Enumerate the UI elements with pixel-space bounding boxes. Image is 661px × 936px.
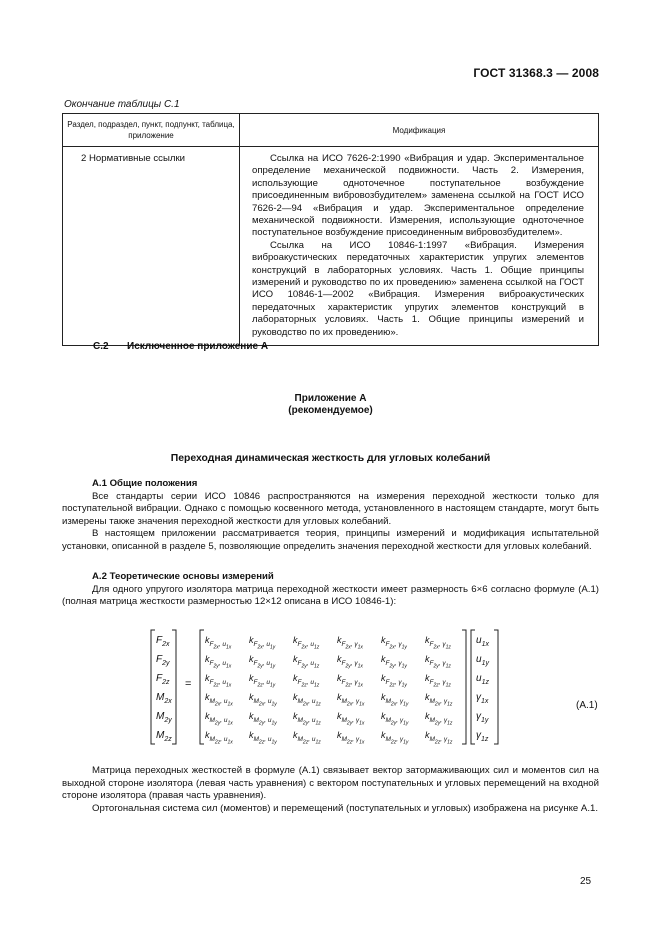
- equals-sign: =: [185, 678, 192, 690]
- matrix-cell: $k_{F_{2z}, \gamma_{1y}}$: [381, 673, 407, 689]
- vector-element: $F_{2z}$: [156, 673, 170, 686]
- vector-element: $u_{1x}$: [476, 635, 489, 648]
- section-heading: А.1 Общие положения: [92, 478, 198, 489]
- paragraph: Для одного упругого изолятора матрица переходной жесткости имеет размерность 6×6 согласно формуле (А.1) (полная матрица жесткости размерностью 12×12 описана в ИСО 10846-1):: [62, 583, 599, 608]
- row-section-cell: 2 Нормативные ссылки: [63, 147, 240, 346]
- matrix-cell: $k_{F_{2z}, u_{1x}}$: [205, 673, 232, 689]
- formula-a1: [148, 628, 504, 746]
- vector-element: $M_{2z}$: [156, 730, 172, 743]
- matrix-row: [205, 707, 469, 726]
- paragraph: Все стандарты серии ИСО 10846 распространяются на измерения переходной жесткости только для поступательной вибрации. Однако с помощью косвенного метода, установленного в настоящем стандарте, могут быть измерены также значения переходной жесткости для угловых колебаний.: [62, 490, 599, 527]
- matrix-cell: $k_{F_{2y}, \gamma_{1z}}$: [425, 654, 451, 670]
- vector-element: $F_{2x}$: [156, 635, 170, 648]
- paragraph: Ортогональная система сил (моментов) и перемещений (поступательных и угловых) изображена на рисунке А.1.: [92, 802, 598, 814]
- formula-number: (А.1): [576, 700, 598, 711]
- matrix-cell: $k_{F_{2y}, u_{1y}}$: [249, 654, 276, 670]
- modification-table: [62, 113, 599, 346]
- matrix-cell: $k_{M_{2y}, \gamma_{1y}}$: [381, 711, 409, 727]
- section-heading: А.2 Теоретические основы измерений: [92, 571, 274, 582]
- matrix-cell: $k_{M_{2z}, u_{1x}}$: [205, 730, 233, 746]
- matrix-cell: $k_{M_{2z}, \gamma_{1y}}$: [381, 730, 409, 746]
- matrix-cell: $k_{M_{2x}, \gamma_{1y}}$: [381, 692, 409, 708]
- excluded-appendix-line: [93, 341, 268, 352]
- matrix-cell: $k_{M_{2y}, \gamma_{1x}}$: [337, 711, 365, 727]
- vector-element: $M_{2x}$: [156, 692, 172, 705]
- matrix-row: [205, 631, 469, 650]
- appendix-title: Приложение А: [294, 393, 367, 404]
- matrix-cell: $k_{M_{2x}, u_{1y}}$: [249, 692, 277, 708]
- matrix-cell: $k_{F_{2x}, u_{1z}}$: [293, 635, 320, 651]
- vector-element: $\gamma_{1y}$: [476, 711, 489, 724]
- matrix-cell: $k_{F_{2x}, \gamma_{1x}}$: [337, 635, 363, 651]
- matrix-cell: $k_{F_{2x}, u_{1x}}$: [205, 635, 232, 651]
- matrix-cell: $k_{M_{2z}, \gamma_{1z}}$: [425, 730, 453, 746]
- page-number: 25: [580, 876, 592, 887]
- document-code: ГОСТ 31368.3 — 2008: [473, 66, 599, 80]
- matrix-row: [205, 726, 469, 745]
- section-a2: [62, 571, 599, 609]
- modification-paragraph: Ссылка на ИСО 7626-2:1990 «Вибрация и удар. Экспериментальное определение механической подвижности. Часть 2. Измерения, использующие одноточечное поступательное возбуждение присоединенным вибровозбудителем» заменена ссылкой на ГОСТ ИСО 7626-2—94 «Вибрация и удар. Экспериментальное определение механической подвижности. Измерения, использующие одноточечное поступательное возбуждение присоединенным вибровозбудителем».: [252, 153, 584, 239]
- after-formula-text: [62, 765, 599, 815]
- matrix-cell: $k_{M_{2z}, \gamma_{1x}}$: [337, 730, 365, 746]
- table-caption: Окончание таблицы С.1: [64, 99, 180, 110]
- matrix-cell: $k_{F_{2x}, \gamma_{1y}}$: [381, 635, 407, 651]
- displacement-vector: [476, 631, 489, 745]
- vector-element: $u_{1y}$: [476, 654, 489, 667]
- vector-element: $F_{2y}$: [156, 654, 170, 667]
- matrix-cell: $k_{F_{2y}, \gamma_{1x}}$: [337, 654, 363, 670]
- column-header-section: Раздел, подраздел, пункт, подпункт, таблица, приложение: [63, 114, 240, 147]
- section-a1: [62, 478, 599, 554]
- clause-number: С.2: [93, 341, 109, 352]
- modification-paragraph: Ссылка на ИСО 10846-1:1997 «Вибрация. Измерения виброакустических передаточных характеристик упругих элементов конструкций в лабораторных условиях. Часть 1. Общие принципы измерений и руководство по их проведению» заменена ссылкой на ГОСТ ИСО 10846-1—2002 «Вибрация. Измерения виброакустических передаточных характеристик упругих элементов конструкций в лабораторных условиях. Часть 1. Общие принципы измерений и руководство по их проведению».: [252, 239, 584, 338]
- appendix-section-title: Переходная динамическая жесткость для угловых колебаний: [170, 453, 491, 464]
- matrix-cell: $k_{M_{2z}, u_{1z}}$: [293, 730, 321, 746]
- matrix-row: [205, 650, 469, 669]
- matrix-cell: $k_{F_{2z}, \gamma_{1x}}$: [337, 673, 363, 689]
- matrix-cell: $k_{M_{2y}, u_{1y}}$: [249, 711, 277, 727]
- matrix-cell: $k_{F_{2z}, u_{1y}}$: [249, 673, 276, 689]
- matrix-cell: $k_{F_{2y}, \gamma_{1y}}$: [381, 654, 407, 670]
- appendix-subtitle: (рекомендуемое): [288, 405, 373, 416]
- matrix-cell: $k_{F_{2y}, u_{1x}}$: [205, 654, 232, 670]
- paragraph: В настоящем приложении рассматривается теория, принципы измерений и модификация испытательной установки, описанной в разделе 5, позволяющие определить значения переходной жесткости для угловых колебаний.: [62, 528, 599, 552]
- matrix-cell: $k_{M_{2y}, u_{1x}}$: [205, 711, 233, 727]
- matrix-cell: $k_{M_{2z}, u_{1y}}$: [249, 730, 277, 746]
- matrix-cell: $k_{F_{2x}, u_{1y}}$: [249, 635, 276, 651]
- matrix-cell: $k_{M_{2y}, u_{1z}}$: [293, 711, 321, 727]
- vector-element: $M_{2y}$: [156, 711, 172, 724]
- force-moment-vector: [156, 631, 172, 745]
- column-header-modification: Модификация: [240, 114, 599, 147]
- vector-element: $u_{1z}$: [476, 673, 489, 686]
- row-modification-cell: [240, 147, 599, 346]
- vector-element: $\gamma_{1z}$: [476, 730, 489, 743]
- matrix-cell: $k_{F_{2z}, \gamma_{1z}}$: [425, 673, 451, 689]
- stiffness-matrix: [205, 631, 469, 745]
- matrix-row: [205, 669, 469, 688]
- paragraph: Матрица переходных жесткостей в формуле (А.1) связывает вектор затормаживающих сил и моментов сил на выходной стороне изолятора (левая часть уравнения) с вектором поступательных и угловых перемещений на входной стороне изолятора (правая часть уравнения).: [62, 765, 599, 802]
- matrix-cell: $k_{F_{2z}, u_{1z}}$: [293, 673, 320, 689]
- matrix-cell: $k_{M_{2y}, \gamma_{1z}}$: [425, 711, 453, 727]
- matrix-cell: $k_{M_{2x}, u_{1z}}$: [293, 692, 321, 708]
- matrix-cell: $k_{F_{2y}, u_{1z}}$: [293, 654, 320, 670]
- matrix-cell: $k_{M_{2x}, u_{1x}}$: [205, 692, 233, 708]
- matrix-cell: $k_{F_{2x}, \gamma_{1z}}$: [425, 635, 451, 651]
- matrix-row: [205, 688, 469, 707]
- matrix-cell: $k_{M_{2x}, \gamma_{1z}}$: [425, 692, 453, 708]
- vector-element: $\gamma_{1x}$: [476, 692, 489, 705]
- matrix-cell: $k_{M_{2x}, \gamma_{1x}}$: [337, 692, 365, 708]
- clause-title: Исключенное приложение А: [127, 341, 269, 352]
